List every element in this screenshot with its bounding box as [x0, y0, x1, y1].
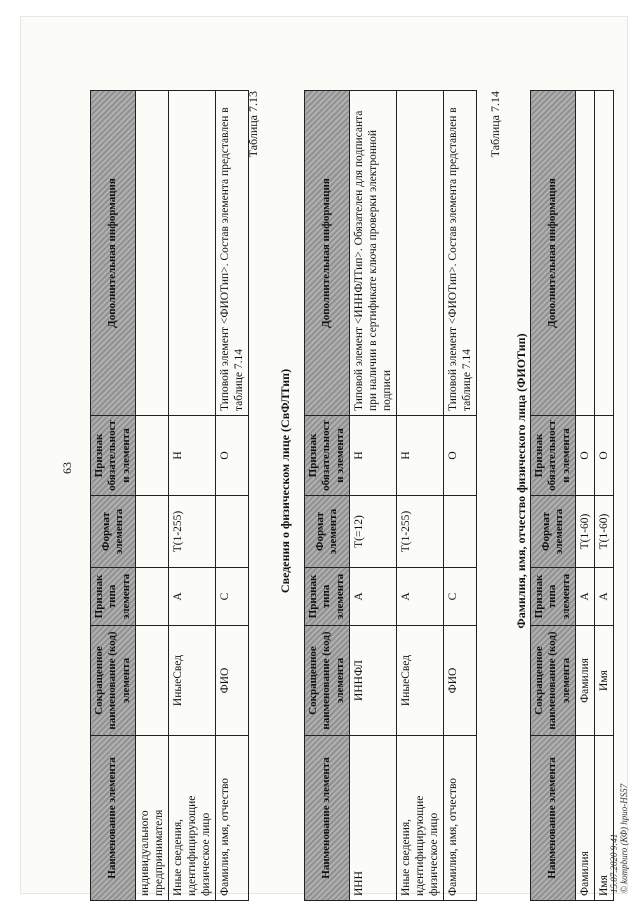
cell-format: [444, 496, 477, 568]
print-stamp: [610, 784, 630, 893]
cell-code: Имя: [595, 626, 614, 736]
cell-info: Типовой элемент <ФИОТип>. Состав элемента представлен в таблице 7.14: [444, 91, 477, 416]
table-header-row: [305, 91, 350, 901]
table-7-13-title: Сведения о физическом лице (СвФЛТип): [278, 368, 292, 594]
cell-required: Н: [169, 416, 216, 496]
cell-code: ФИО: [216, 626, 249, 736]
cell-format: [136, 496, 169, 568]
cell-format: T(=12): [350, 496, 397, 568]
cell-code: ИННФЛ: [350, 626, 397, 736]
header-info: Дополнительная информация: [305, 91, 350, 416]
table-7-13-caption: Таблица 7.13: [246, 91, 260, 158]
header-required: Признак обязательности элемента: [91, 416, 136, 496]
header-name: Наименование элемента: [305, 736, 350, 901]
header-info: Дополнительная информация: [91, 91, 136, 416]
cell-name: Имя: [595, 736, 614, 901]
table-row: [397, 91, 444, 901]
cell-name: Фамилия, имя, отчество: [444, 736, 477, 901]
header-name: Наименование элемента: [91, 736, 136, 901]
cell-format: T(1-60): [595, 496, 614, 568]
table-row: [216, 91, 249, 901]
table-row: [576, 91, 595, 901]
cell-required: Н: [350, 416, 397, 496]
table-header-row: [531, 91, 576, 901]
header-type: Признак типа элемента: [91, 568, 136, 626]
header-format: Формат элемента: [531, 496, 576, 568]
cell-type: А: [350, 568, 397, 626]
cell-info: Типовой элемент <ФИОТип>. Состав элемента представлен в таблице 7.14: [216, 91, 249, 416]
cell-info: Типовой элемент <ИННФЛТип>. Обязателен для подписанта при наличии в сертификате ключа проверки электронной подписи: [350, 91, 397, 416]
cell-required: О: [576, 416, 595, 496]
cell-code: ИныеСвед: [397, 626, 444, 736]
table-row: [595, 91, 614, 901]
cell-info: [169, 91, 216, 416]
cell-code: [136, 626, 169, 736]
table-row: [444, 91, 477, 901]
header-code: Сокращенное наименование (код) элемента: [531, 626, 576, 736]
cell-type: А: [576, 568, 595, 626]
table-row: [136, 91, 169, 901]
cell-name: Иные сведения, идентифицирующие физическое лицо: [169, 736, 216, 901]
cell-info: [397, 91, 444, 416]
header-type: Признак типа элемента: [531, 568, 576, 626]
header-name: Наименование элемента: [531, 736, 576, 901]
stamp-source: © kompburo (КФ) hpuo-HS57: [618, 783, 629, 893]
cell-type: С: [444, 568, 477, 626]
header-format: Формат элемента: [305, 496, 350, 568]
table-7-13: [304, 90, 477, 901]
cell-info: [576, 91, 595, 416]
cell-required: О: [444, 416, 477, 496]
cell-name: ИНН: [350, 736, 397, 901]
page-number: 63: [60, 462, 74, 474]
cell-info: [136, 91, 169, 416]
cell-required: О: [595, 416, 614, 496]
cell-name: Иные сведения, идентифицирующие физическое лицо: [397, 736, 444, 901]
cell-info: [595, 91, 614, 416]
cell-code: ИныеСвед: [169, 626, 216, 736]
rotated-content: [50, 51, 638, 911]
cell-format: T(1-60): [576, 496, 595, 568]
cell-code: Фамилия: [576, 626, 595, 736]
scanned-page: [20, 16, 628, 894]
header-info: Дополнительная информация: [531, 91, 576, 416]
cell-type: А: [595, 568, 614, 626]
header-required: Признак обязательности элемента: [531, 416, 576, 496]
cell-name: Фамилия: [576, 736, 595, 901]
table-7-14-title: Фамилия, имя, отчество физического лица (ФИОТип): [514, 333, 528, 629]
cell-type: С: [216, 568, 249, 626]
header-code: Сокращенное наименование (код) элемента: [91, 626, 136, 736]
cell-format: T(1-255): [397, 496, 444, 568]
table-7-14: [530, 90, 614, 901]
header-required: Признак обязательности элемента: [305, 416, 350, 496]
header-type: Признак типа элемента: [305, 568, 350, 626]
cell-required: О: [216, 416, 249, 496]
cell-required: [136, 416, 169, 496]
table-row: [350, 91, 397, 901]
cell-type: А: [169, 568, 216, 626]
header-format: Формат элемента: [91, 496, 136, 568]
cell-format: T(1-255): [169, 496, 216, 568]
cell-format: [216, 496, 249, 568]
table-header-row: [91, 91, 136, 901]
cell-code: ФИО: [444, 626, 477, 736]
header-code: Сокращенное наименование (код) элемента: [305, 626, 350, 736]
table-7-12-continuation: [90, 90, 249, 901]
cell-type: А: [397, 568, 444, 626]
table-row: [169, 91, 216, 901]
cell-name: индивидуального предпринимателя: [136, 736, 169, 901]
stamp-date: 15.07.2020 9:41: [609, 833, 619, 893]
cell-name: Фамилия, имя, отчество: [216, 736, 249, 901]
table-7-14-caption: Таблица 7.14: [488, 91, 502, 158]
cell-required: Н: [397, 416, 444, 496]
cell-type: [136, 568, 169, 626]
